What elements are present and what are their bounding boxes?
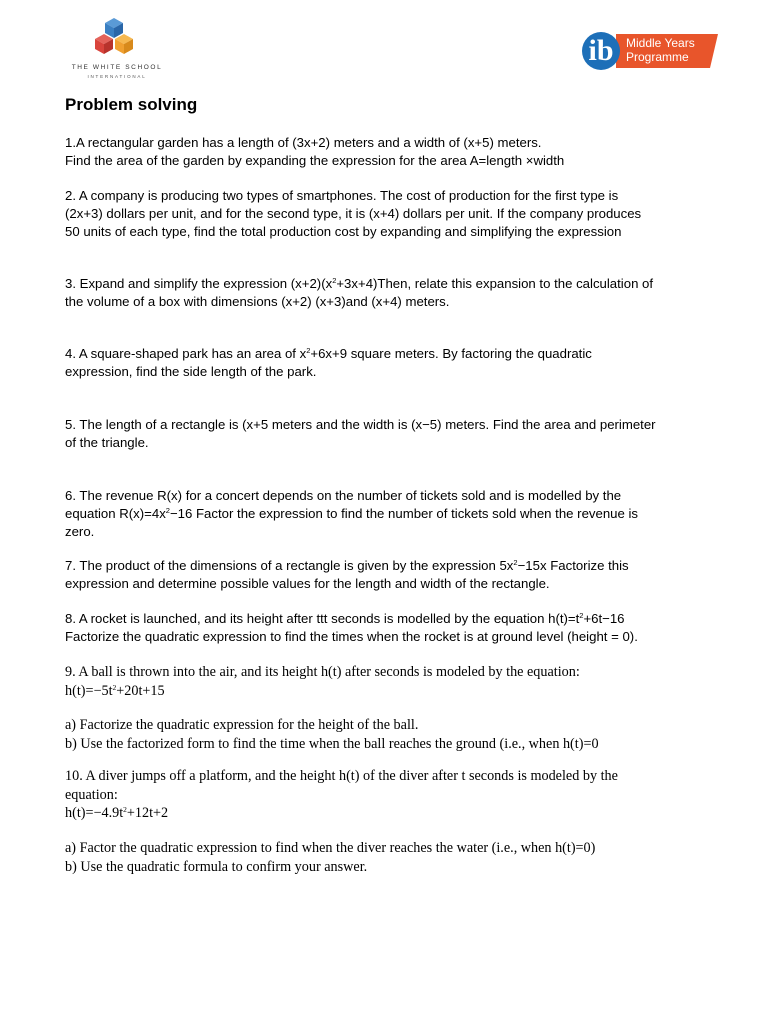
programme-line2: Programme: [626, 49, 689, 64]
q9-equation: $h(t)=-5t^2+20t+15$: [65, 682, 165, 699]
ib-myp-logo: [580, 30, 720, 70]
q6-line2: equation $R(x)=4x^2-16$ Factor the expression to find the number of tickets sold when the revenue is: [65, 505, 639, 521]
q5-line1: 5. The length of a rectangle is (x+5 meters and the width is (x−5) meters. Find the area and perimeter: [65, 417, 656, 432]
q9-part-a: a) Factorize the quadratic expression for the height of the ball.: [65, 717, 419, 733]
q1-line1: 1.A rectangular garden has a length of (3x+2) meters and a width of (x+5) meters.: [65, 135, 542, 150]
question-5: [65, 416, 705, 452]
question-3: [65, 275, 705, 311]
q3-line1: 3. Expand and simplify the expression $(x+2)(x^2+3x+4)Then$, relate this expansion to the calculation of: [65, 276, 654, 291]
q4-line2: expression, find the side length of the park.: [65, 363, 317, 379]
q10-part-a: a) Factor the quadratic expression to find when the diver reaches the water (i.e., when h(t)=0): [65, 840, 596, 856]
q2-line3: 50 units of each type, find the total production cost by expanding and simplifying the expression: [65, 223, 622, 239]
q1-line2: Find the area of the garden by expanding the expression for the area A=length ×width: [65, 152, 565, 168]
q8-line1: 8. A rocket is launched, and its height after ttt seconds is modelled by the equation $h(t)=t^2+6t-16$: [65, 611, 625, 626]
q6-line1: 6. The revenue R(x) for a concert depends on the number of tickets sold and is modelled by the: [65, 488, 622, 503]
ib-banner: [616, 34, 718, 68]
question-9-parts: [65, 716, 705, 753]
q10-line1: 10. A diver jumps off a platform, and the height h(t) of the diver after t seconds is modeled by the: [65, 768, 618, 784]
q3-line2: the volume of a box with dimensions (x+2) (x+3)and (x+4) meters.: [65, 293, 450, 309]
school-subtitle: INTERNATIONAL: [87, 74, 147, 79]
q7-line2: expression and determine possible values for the length and width of the rectangle.: [65, 575, 550, 591]
question-8: [65, 610, 705, 646]
cubes-logo-icon: [92, 16, 136, 64]
q9-line1: 9. A ball is thrown into the air, and its height h(t) after seconds is modeled by the equation:: [65, 664, 580, 680]
q2-line2: (2x+3) dollars per unit, and for the second type, it is (x+4) dollars per unit. If the company produces: [65, 205, 642, 221]
q8-line2: Factorize the quadratic expression to find the times when the rocket is at ground level (height = 0).: [65, 628, 638, 644]
school-name: THE WHITE SCHOOL: [71, 64, 163, 71]
page-title: Problem solving: [65, 95, 198, 114]
q10-equation: $h(t)=-4.9t^2+12t+2$: [65, 805, 169, 821]
q10-line2: equation:: [65, 786, 118, 803]
q5-line2: of the triangle.: [65, 434, 149, 450]
question-10-parts: [65, 839, 705, 876]
q6-line3: zero.: [65, 523, 95, 539]
question-1: [65, 134, 705, 170]
q4-line1: 4. A square-shaped park has an area of $x^2+6x+9$ square meters. By factoring the quadratic: [65, 346, 592, 361]
q7-line1: 7. The product of the dimensions of a rectangle is given by the expression $5x^2-15x$ Factorize this: [65, 558, 629, 573]
question-7: [65, 557, 705, 593]
school-logo: [62, 14, 172, 84]
question-10: [65, 767, 705, 823]
question-2: [65, 187, 705, 240]
q9-part-b: b) Use the factorized form to find the time when the ball reaches the ground (i.e., when h(t)=0: [65, 735, 599, 752]
q10-part-b: b) Use the quadratic formula to confirm your answer.: [65, 858, 368, 875]
question-4: [65, 345, 705, 381]
question-6: [65, 487, 705, 540]
q2-line1: 2. A company is producing two types of smartphones. The cost of production for the first type is: [65, 188, 619, 203]
question-9: [65, 663, 705, 700]
programme-line1: Middle Years: [626, 36, 695, 50]
ib-circle-icon: ib: [582, 32, 620, 70]
